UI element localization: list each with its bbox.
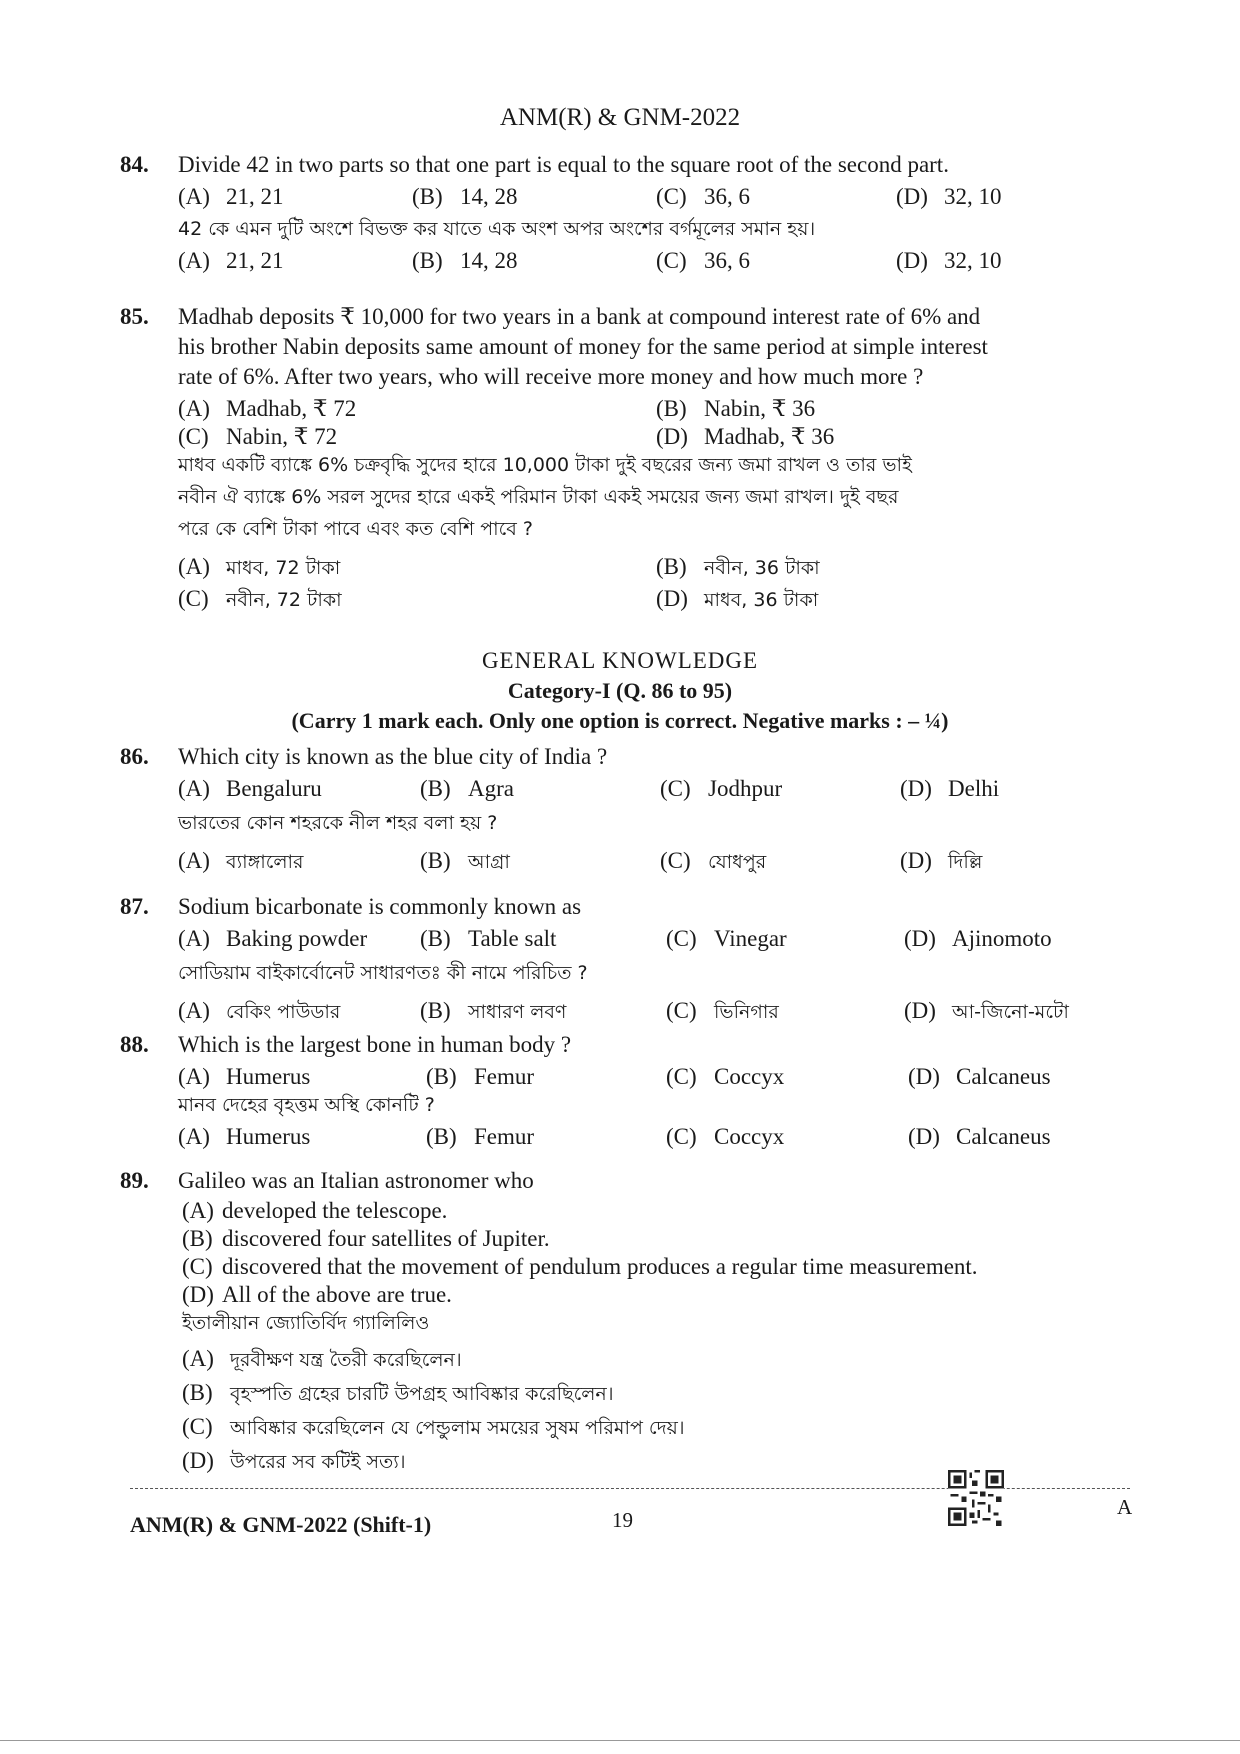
- option-a: (A) 21, 21: [178, 184, 284, 209]
- option-d: (D) আ-জিনো-মটো: [904, 998, 1069, 1023]
- option-a: (A) Bengaluru: [178, 776, 322, 801]
- option-d: (D) 32, 10: [896, 184, 1002, 209]
- option-a-bengali: (A) দূরবীক্ষণ যন্ত্র তৈরী করেছিলেন।: [182, 1346, 462, 1371]
- options-bengali: [120, 244, 1100, 278]
- option-a: (A) developed the telescope.: [182, 1198, 448, 1223]
- qr-code-icon: [948, 1470, 1004, 1526]
- question-text-bengali: মানব দেহের বৃহত্তম অস্থি কোনটি ?: [178, 1094, 435, 1116]
- option-c: (C) 36, 6: [656, 248, 750, 273]
- question-text: Which is the largest bone in human body ?: [178, 1032, 572, 1057]
- options-bengali: [120, 994, 1100, 1028]
- question-text-bengali: 42 কে এমন দুটি অংশে বিভক্ত কর যাতে এক অংশ অপর অংশের বর্গমূলের সমান হয়।: [178, 218, 816, 240]
- option-a: (A) Humerus: [178, 1064, 311, 1089]
- option-d: (D) Ajinomoto: [904, 926, 1052, 951]
- option-b: (B) Femur: [426, 1064, 535, 1089]
- option-c: (C) Vinegar: [666, 926, 787, 951]
- option-d: (D) দিল্লি: [900, 848, 983, 873]
- question-text-bengali: সোডিয়াম বাইকার্বোনেট সাধারণতঃ কী নামে পরিচিত ?: [178, 962, 588, 984]
- options-english-row-2: [120, 420, 1100, 450]
- option-b: (B) Femur: [426, 1124, 535, 1149]
- option-b: (B) Table salt: [420, 926, 557, 951]
- options-english: [120, 180, 1100, 214]
- question-text-bengali-line-3: পরে কে বেশি টাকা পাবে এবং কত বেশি পাবে ?: [178, 518, 533, 540]
- option-d: (D) 32, 10: [896, 248, 1002, 273]
- question-number: 88.: [120, 1032, 149, 1057]
- option-c: (C) Coccyx: [666, 1124, 785, 1149]
- option-c: (C) Coccyx: [666, 1064, 785, 1089]
- question-84: [120, 150, 1100, 278]
- question-text: Sodium bicarbonate is commonly known as: [178, 894, 582, 919]
- options-bengali: [120, 1120, 1100, 1154]
- option-a: (A) মাধব, 72 টাকা: [178, 554, 341, 579]
- option-b: (B) আগ্রা: [420, 848, 510, 873]
- option-c-bengali: (C) আবিষ্কার করেছিলেন যে পেন্ডুলাম সময়ের সুষম পরিমাপ দেয়।: [182, 1414, 685, 1439]
- question-88: [120, 1030, 1100, 1154]
- option-c: (C) Nabin, ₹ 72: [178, 424, 338, 449]
- question-number: 86.: [120, 744, 149, 769]
- question-number: 85.: [120, 304, 149, 329]
- option-d: (D) মাধব, 36 টাকা: [656, 586, 819, 611]
- option-b: (B) নবীন, 36 টাকা: [656, 554, 820, 579]
- section-marking-note: (Carry 1 mark each. Only one option is correct. Negative marks : – ¼): [291, 708, 949, 733]
- question-number: 84.: [120, 152, 149, 177]
- option-b: (B) discovered four satellites of Jupiter.: [182, 1226, 550, 1251]
- question-87: [120, 892, 1100, 1028]
- footer-exam-code: ANM(R) & GNM-2022 (Shift-1): [130, 1512, 432, 1537]
- question-text-bengali-line-2: নবীন ঐ ব্যাঙ্কে 6% সরল সুদের হারে একই পরিমান টাকা একই সময়ের জন্য জমা রাখল। দুই বছর: [178, 486, 899, 508]
- question-text-line-2: his brother Nabin deposits same amount of money for the same period at simple interest: [178, 334, 988, 359]
- option-a: (A) ব্যাঙ্গালোর: [178, 848, 304, 873]
- option-d: (D) Calcaneus: [908, 1124, 1051, 1149]
- option-b: (B) Nabin, ₹ 36: [656, 396, 816, 421]
- option-d-bengali: (D) উপরের সব কটিই সত্য।: [182, 1448, 406, 1473]
- section-category: Category-I (Q. 86 to 95): [507, 678, 733, 703]
- option-c: (C) 36, 6: [656, 184, 750, 209]
- question-text-line-3: rate of 6%. After two years, who will receive more money and how much more ?: [178, 364, 924, 389]
- option-d: (D) Delhi: [900, 776, 1000, 801]
- option-a: (A) 21, 21: [178, 248, 284, 273]
- question-text: Galileo was an Italian astronomer who: [178, 1168, 534, 1193]
- option-a: (A) বেকিং পাউডার: [178, 998, 341, 1023]
- option-b: (B) সাধারণ লবণ: [420, 998, 567, 1023]
- question-text-bengali: ইতালীয়ান জ্যোতির্বিদ গ্যালিলিও: [182, 1312, 430, 1334]
- question-text-bengali-line-1: মাধব একটি ব্যাঙ্কে 6% চক্রবৃদ্ধি সুদের হারে 10,000 টাকা দুই বছরের জন্য জমা রাখল ও তার ভাই: [178, 454, 912, 476]
- option-b: (B) 14, 28: [412, 248, 518, 273]
- question-number: 87.: [120, 894, 149, 919]
- page-bottom-edge: [0, 1740, 1240, 1741]
- option-d: (D) Madhab, ₹ 36: [656, 424, 835, 449]
- question-text-line-1: Madhab deposits ₹ 10,000 for two years in a bank at compound interest rate of 6% and: [178, 304, 981, 329]
- option-a: (A) Humerus: [178, 1124, 311, 1149]
- option-b: (B) Agra: [420, 776, 514, 801]
- option-c: (C) যোধপুর: [660, 848, 767, 873]
- options-english-row-1: [120, 392, 1100, 420]
- option-a: (A) Baking powder: [178, 926, 368, 951]
- section-title: GENERAL KNOWLEDGE: [481, 648, 759, 673]
- options-english: [120, 922, 1100, 958]
- page-number: 19: [612, 1508, 633, 1532]
- option-c: (C) discovered that the movement of pendulum produces a regular time measurement.: [182, 1254, 978, 1279]
- question-89: [120, 1166, 1100, 1480]
- option-c: (C) ভিনিগার: [666, 998, 779, 1023]
- options-english: [120, 772, 1100, 808]
- question-text: Divide 42 in two parts so that one part is equal to the square root of the second part.: [178, 152, 949, 177]
- question-85: [120, 302, 1100, 614]
- option-d: (D) Calcaneus: [908, 1064, 1051, 1089]
- question-text: Which city is known as the blue city of India ?: [178, 744, 608, 769]
- options-bengali-row-1: [120, 550, 1100, 582]
- option-a: (A) Madhab, ₹ 72: [178, 396, 357, 421]
- question-number: 89.: [120, 1168, 149, 1193]
- question-set-label: A: [1117, 1495, 1133, 1519]
- option-b: (B) 14, 28: [412, 184, 518, 209]
- question-86: [120, 742, 1100, 878]
- option-c: (C) নবীন, 72 টাকা: [178, 586, 342, 611]
- page-header: ANM(R) & GNM-2022: [499, 104, 741, 131]
- question-text-bengali: ভারতের কোন শহরকে নীল শহর বলা হয় ?: [178, 812, 498, 834]
- option-b-bengali: (B) বৃহস্পতি গ্রহের চারটি উপগ্রহ আবিষ্কার করেছিলেন।: [182, 1380, 614, 1405]
- options-bengali: [120, 844, 1100, 878]
- option-c: (C) Jodhpur: [660, 776, 783, 801]
- options-english: [120, 1060, 1100, 1090]
- option-d: (D) All of the above are true.: [182, 1282, 452, 1307]
- options-bengali-row-2: [120, 582, 1100, 614]
